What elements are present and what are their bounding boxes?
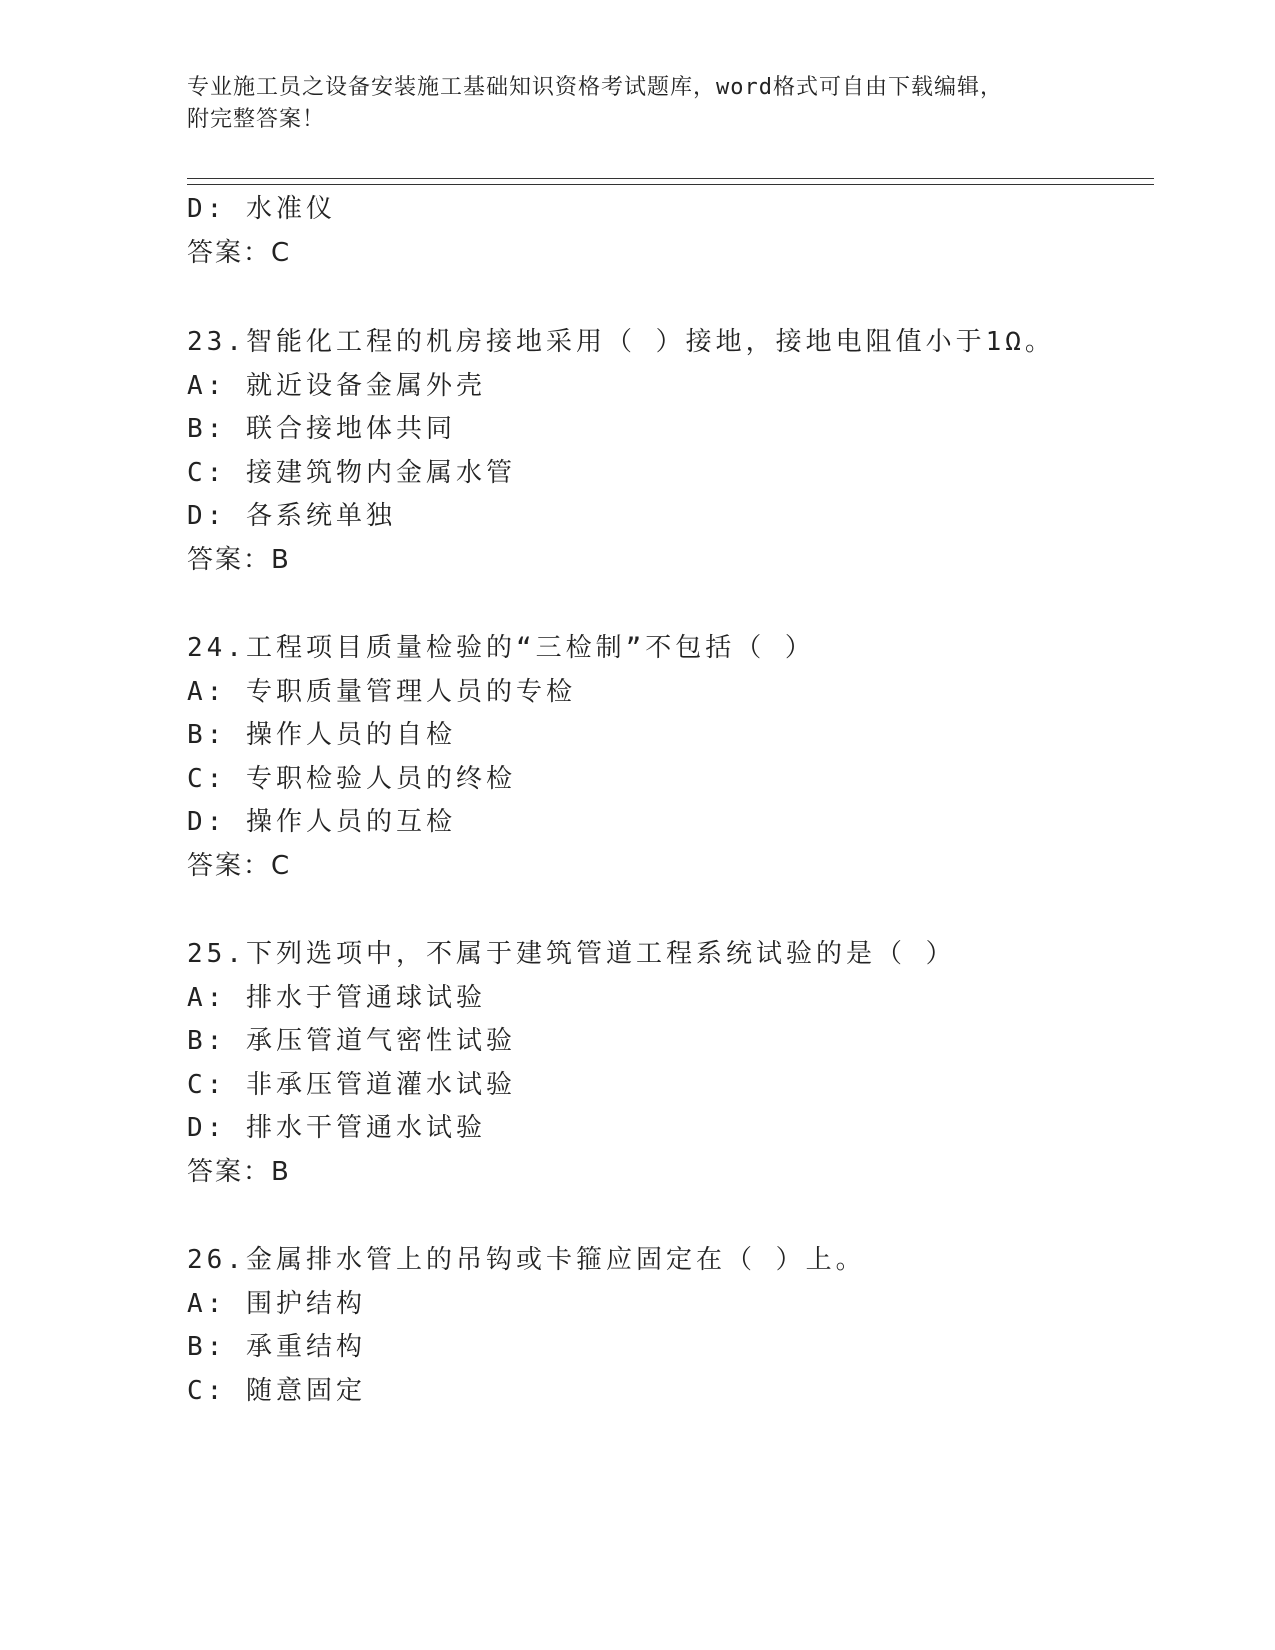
question-25-option-a: A: 排水于管通球试验 bbox=[187, 983, 486, 1013]
question-23-option-a: A: 就近设备金属外壳 bbox=[187, 371, 486, 401]
prev-answer: 答案：C bbox=[187, 238, 292, 268]
question-24-option-d: D: 操作人员的互检 bbox=[187, 807, 456, 837]
question-24-option-b: B: 操作人员的自检 bbox=[187, 720, 456, 750]
question-26-stem: 26.金属排水管上的吊钩或卡箍应固定在（ ）上。 bbox=[187, 1245, 866, 1275]
question-26-option-a: A: 围护结构 bbox=[187, 1289, 366, 1319]
question-26-option-b: B: 承重结构 bbox=[187, 1332, 366, 1362]
question-25-option-c: C: 非承压管道灌水试验 bbox=[187, 1070, 516, 1100]
question-25-option-b: B: 承压管道气密性试验 bbox=[187, 1026, 516, 1056]
header-line-2: 附完整答案！ bbox=[187, 107, 326, 132]
question-23-option-d: D: 各系统单独 bbox=[187, 501, 396, 531]
question-23-option-c: C: 接建筑物内金属水管 bbox=[187, 458, 516, 488]
prev-option-d: D: 水准仪 bbox=[187, 194, 336, 224]
question-24-answer: 答案：C bbox=[187, 851, 292, 881]
document-header bbox=[187, 72, 1087, 136]
question-26-option-c: C: 随意固定 bbox=[187, 1376, 366, 1406]
question-23-answer: 答案：B bbox=[187, 545, 291, 575]
header-rule-bottom bbox=[187, 184, 1154, 185]
question-24-option-a: A: 专职质量管理人员的专检 bbox=[187, 677, 576, 707]
question-25-option-d: D: 排水干管通水试验 bbox=[187, 1113, 486, 1143]
question-24-option-c: C: 专职检验人员的终检 bbox=[187, 764, 516, 794]
header-line-1: 专业施工员之设备安装施工基础知识资格考试题库，word格式可自由下载编辑， bbox=[187, 75, 1003, 100]
question-23-option-b: B: 联合接地体共同 bbox=[187, 414, 456, 444]
question-23-stem: 23.智能化工程的机房接地采用（ ）接地，接地电阻值小于1Ω。 bbox=[187, 327, 1055, 357]
question-24-stem: 24.工程项目质量检验的“三检制”不包括（ ） bbox=[187, 633, 815, 663]
header-rule-top bbox=[187, 178, 1154, 179]
question-25-answer: 答案：B bbox=[187, 1157, 291, 1187]
question-25-stem: 25.下列选项中，不属于建筑管道工程系统试验的是（ ） bbox=[187, 939, 956, 969]
